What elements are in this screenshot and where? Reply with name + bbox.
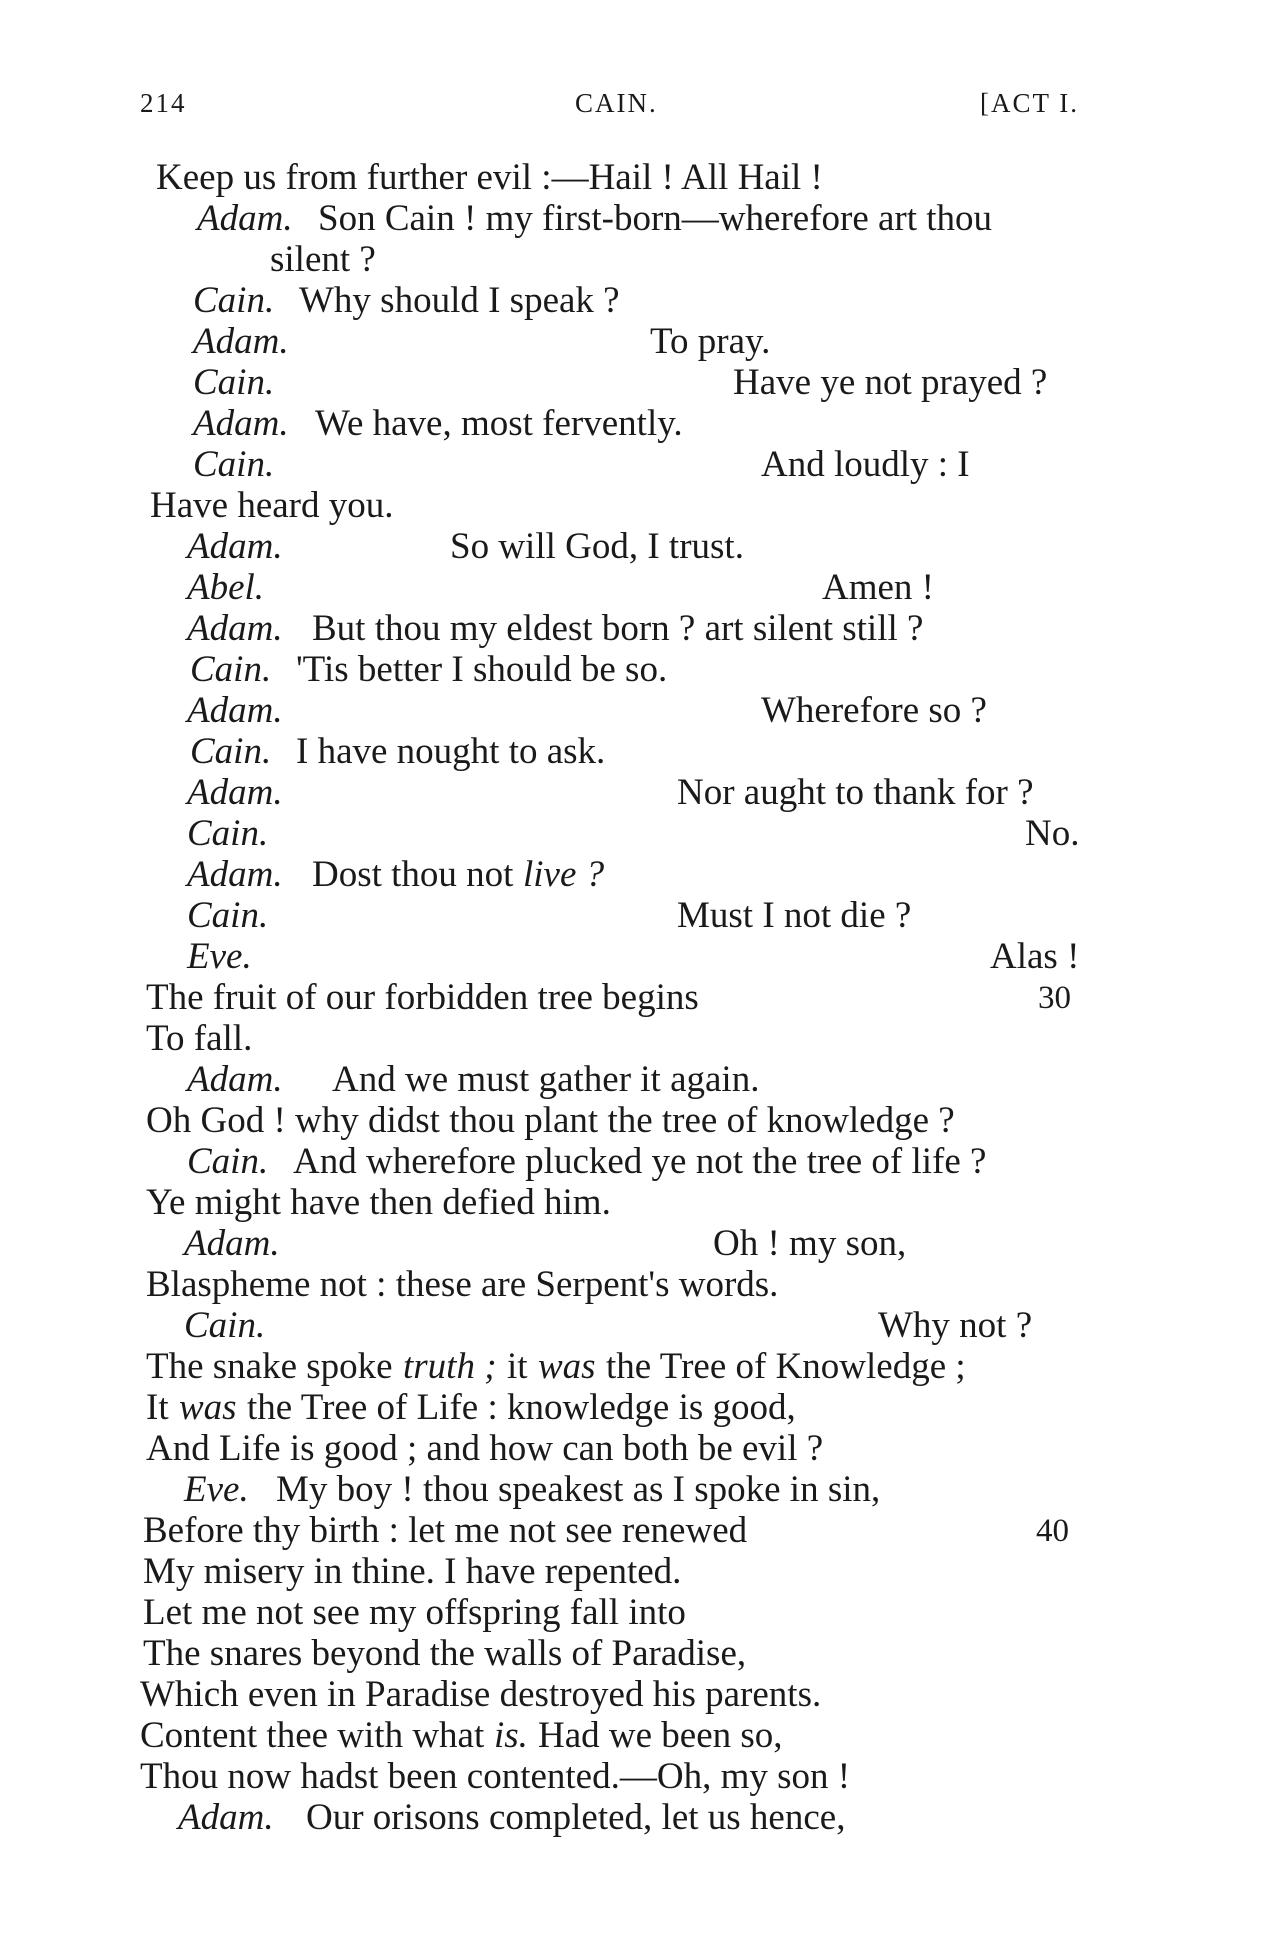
verse-line: The fruit of our forbidden tree begins 30 <box>146 977 1071 1018</box>
verse-line: Cain. And loudly : I <box>193 444 970 485</box>
verse-line: My misery in thine. I have repented. <box>143 1551 682 1592</box>
verse-line: It was the Tree of Life : knowledge is good, <box>146 1387 796 1428</box>
verse-line: Adam. Son Cain ! my first-born—wherefore art thou <box>197 198 993 239</box>
verse-line: silent ? <box>270 239 376 280</box>
verse-line: Cain. 'Tis better I should be so. <box>190 649 668 690</box>
verse-line: Adam. And we must gather it again. <box>187 1059 760 1100</box>
verse-line: The snake spoke truth ; it was the Tree of Knowledge ; <box>146 1346 966 1387</box>
line-number: 40 <box>1036 1513 1069 1549</box>
verse-line: Adam. Wherefore so ? <box>187 690 987 731</box>
verse-line: Cain. I have nought to ask. <box>190 731 606 772</box>
verse-line: Cain. Why should I speak ? <box>193 280 620 321</box>
verse-line: Have heard you. <box>150 485 394 526</box>
verse-line: Adam. To pray. <box>193 321 771 362</box>
verse-line: Abel. Amen ! <box>187 567 934 608</box>
verse-line: Content thee with what is. Had we been so, <box>140 1715 783 1756</box>
page-number: 214 <box>140 88 187 118</box>
verse-line: Oh God ! why didst thou plant the tree of knowledge ? <box>146 1100 955 1141</box>
speaker: Cain. <box>190 731 272 772</box>
speaker: Adam. <box>187 1059 283 1100</box>
verse-line: Cain. And wherefore plucked ye not the tree of life ? <box>187 1141 987 1182</box>
verse-line: Keep us from further evil :—Hail ! All Hail ! <box>156 157 823 198</box>
verse-line: Adam. Oh ! my son, <box>184 1223 907 1264</box>
verse-line: Cain. Why not ? <box>184 1305 1033 1346</box>
speaker: Eve. <box>187 936 252 977</box>
speaker: Adam. <box>187 854 283 895</box>
speaker: Adam. <box>187 690 283 731</box>
speaker: Cain. <box>193 280 275 321</box>
act-label: [ACT I. <box>980 88 1079 118</box>
speaker: Cain. <box>187 1141 269 1182</box>
verse-line: Adam. Dost thou not live ? <box>187 854 605 895</box>
verse-line: Before thy birth : let me not see renewed 40 <box>143 1510 1069 1551</box>
verse-line: Cain. Must I not die ? <box>187 895 912 936</box>
verse-line: Eve. Alas ! <box>187 936 1080 977</box>
verse-line: Thou now hadst been contented.—Oh, my son ! <box>140 1756 851 1797</box>
speaker: Cain. <box>193 362 275 403</box>
speaker: Adam. <box>187 608 283 649</box>
verse-line: Eve. My boy ! thou speakest as I spoke in sin, <box>184 1469 881 1510</box>
speaker: Cain. <box>184 1305 266 1346</box>
speaker: Adam. <box>187 526 283 567</box>
verse-line: Adam. Nor aught to thank for ? <box>187 772 1034 813</box>
line-number: 30 <box>1038 980 1071 1016</box>
speaker: Adam. <box>193 321 289 362</box>
verse-line: Adam. But thou my eldest born ? art silent still ? <box>187 608 924 649</box>
speaker: Adam. <box>178 1797 274 1838</box>
running-title: CAIN. <box>575 88 658 118</box>
verse-line: Let me not see my offspring fall into <box>143 1592 686 1633</box>
speaker: Adam. <box>197 198 293 239</box>
speaker: Abel. <box>187 567 265 608</box>
speaker: Cain. <box>187 813 269 854</box>
verse-line: Which even in Paradise destroyed his parents. <box>140 1674 822 1715</box>
verse-line: Adam. So will God, I trust. <box>187 526 744 567</box>
verse-line: Cain. Have ye not prayed ? <box>193 362 1048 403</box>
speaker: Cain. <box>190 649 272 690</box>
speaker: Adam. <box>184 1223 280 1264</box>
verse-line: Ye might have then defied him. <box>146 1182 611 1223</box>
verse-line: The snares beyond the walls of Paradise, <box>143 1633 747 1674</box>
verse-line: To fall. <box>146 1018 253 1059</box>
speaker: Cain. <box>187 895 269 936</box>
verse-line: Adam. Our orisons completed, let us hence, <box>178 1797 846 1838</box>
verse-line: And Life is good ; and how can both be evil ? <box>146 1428 824 1469</box>
speaker: Cain. <box>193 444 275 485</box>
verse-line: Cain. No. <box>187 813 1080 854</box>
verse-line: Adam. We have, most fervently. <box>193 403 683 444</box>
speaker: Adam. <box>193 403 289 444</box>
speaker: Eve. <box>184 1469 249 1510</box>
speaker: Adam. <box>187 772 283 813</box>
running-header <box>0 88 1272 128</box>
verse-line: Blaspheme not : these are Serpent's words. <box>146 1264 779 1305</box>
